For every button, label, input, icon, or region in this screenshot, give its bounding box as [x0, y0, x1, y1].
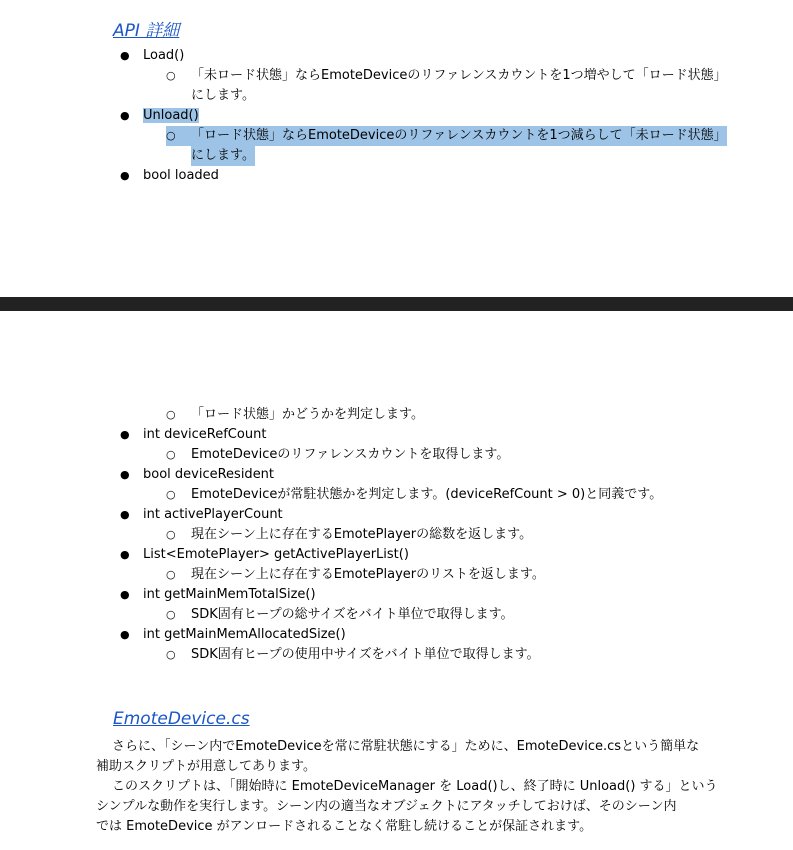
paragraph-2-line-2: シンプルな動作を実行します。シーン内の適当なオブジェクトにアタッチしておけば、そのシーン内 — [96, 799, 677, 814]
bullet-icon: ● — [120, 169, 130, 182]
sub-item-getactiveplayerlist-desc: ○ 現在シーン上に存在するEmotePlayerのリストを返します。 — [166, 565, 545, 585]
paragraph-2-line-3: では EmoteDevice がアンロードされることなく常駐し続けることが保証されます。 — [96, 819, 593, 834]
bullet-item-getactiveplayerlist: ● List<EmotePlayer> getActivePlayerList() — [120, 545, 409, 565]
circle-bullet-icon: ○ — [166, 408, 176, 421]
item-label: Load() — [143, 48, 185, 63]
bullet-item-deviceresident: ● bool deviceResident — [120, 465, 274, 485]
page-separator — [0, 297, 793, 311]
item-label: bool loaded — [143, 168, 219, 183]
bullet-icon: ● — [120, 428, 130, 441]
sub-item-loaded-desc: ○ 「ロード状態」かどうかを判定します。 — [166, 405, 424, 425]
sub-item-activeplayercount-desc: ○ 現在シーン上に存在するEmotePlayerの総数を返します。 — [166, 525, 532, 545]
bullet-icon: ● — [120, 109, 130, 122]
circle-bullet-icon: ○ — [166, 488, 176, 501]
item-label-selected[interactable]: Unload() — [143, 108, 199, 123]
sub-item-getmainmemtotalsize-desc: ○ SDK固有ヒープの総サイズをバイト単位で取得します。 — [166, 605, 514, 625]
circle-bullet-icon: ○ — [166, 528, 176, 541]
bullet-icon: ● — [120, 468, 130, 481]
document-page-top — [0, 0, 793, 297]
document-page-bottom — [0, 311, 793, 850]
api-details-heading: API 詳細 — [113, 21, 180, 41]
sub-item-unload-desc-cont-selected[interactable]: にします。 — [191, 146, 255, 166]
sub-item-load-desc-cont: にします。 — [191, 88, 255, 103]
paragraph-1-line-1: さらに、「シーン内でEmoteDeviceを常に常駐状態にする」ために、EmoteDevice.csという簡単な — [112, 739, 700, 754]
bullet-icon: ● — [120, 49, 130, 62]
bullet-icon: ● — [120, 588, 130, 601]
sub-item-load-desc: ○ 「未ロード状態」ならEmoteDeviceのリファレンスカウントを1つ増やして「ロード状態」 — [166, 66, 727, 86]
circle-bullet-icon: ○ — [166, 648, 176, 661]
bullet-icon: ● — [120, 508, 130, 521]
circle-bullet-icon: ○ — [166, 129, 176, 142]
bullet-item-load — [120, 46, 184, 66]
paragraph-1-line-2: 補助スクリプトが用意してあります。 — [96, 759, 316, 774]
bullet-item-unload — [120, 106, 199, 126]
bullet-item-activeplayercount: ● int activePlayerCount — [120, 505, 283, 525]
bullet-item-getmainmemtotalsize: ● int getMainMemTotalSize() — [120, 585, 316, 605]
circle-bullet-icon: ○ — [166, 448, 176, 461]
emotedevice-cs-heading: EmoteDevice.cs — [113, 709, 250, 729]
circle-bullet-icon: ○ — [166, 568, 176, 581]
sub-item-deviceresident-desc: ○ EmoteDeviceが常駐状態かを判定します。(deviceRefCount > 0)と同義です。 — [166, 485, 662, 505]
sub-item-devicerefcount-desc: ○ EmoteDeviceのリファレンスカウントを取得します。 — [166, 445, 509, 465]
bullet-icon: ● — [120, 628, 130, 641]
bullet-item-getmainmemallocatedsize: ● int getMainMemAllocatedSize() — [120, 625, 346, 645]
bullet-item-devicerefcount: ● int deviceRefCount — [120, 425, 266, 445]
circle-bullet-icon: ○ — [166, 608, 176, 621]
sub-item-getmainmemallocatedsize-desc: ○ SDK固有ヒープの使用中サイズをバイト単位で取得します。 — [166, 645, 540, 665]
paragraph-2-line-1: このスクリプトは、「開始時に EmoteDeviceManager を Load()し、終了時に Unload() する」という — [112, 779, 718, 794]
bullet-icon: ● — [120, 548, 130, 561]
circle-bullet-icon: ○ — [166, 69, 176, 82]
bullet-item-loaded — [120, 166, 219, 186]
sub-item-unload-desc-selected[interactable]: ○ 「ロード状態」ならEmoteDeviceのリファレンスカウントを1つ減らして「未ロード状態」 — [166, 126, 727, 146]
